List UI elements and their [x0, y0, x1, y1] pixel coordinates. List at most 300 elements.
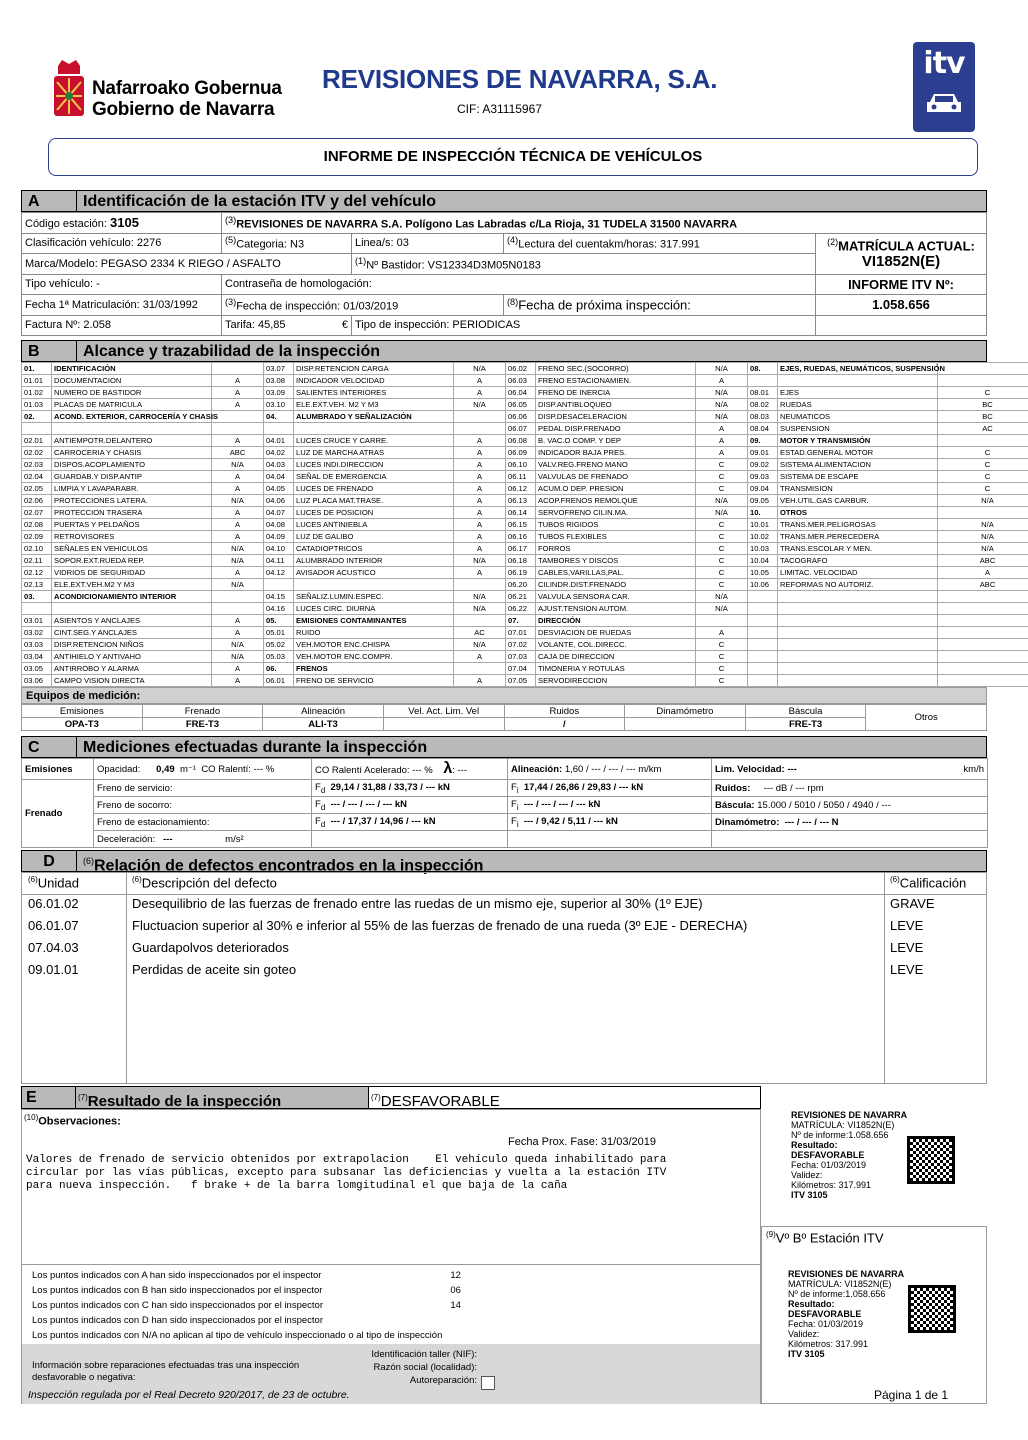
scope-item: ACONDICIONAMIENTO INTERIOR: [52, 591, 212, 603]
scope-code: [22, 423, 52, 435]
scope-code: 02.07: [22, 507, 52, 519]
scope-code: 02.02: [22, 447, 52, 459]
speed-limit-unit: km/h: [963, 763, 984, 775]
scope-code: 06.16: [506, 531, 536, 543]
stamp-line: Nº de informe:1.058.656: [788, 1289, 886, 1299]
scope-row: [22, 675, 1028, 687]
service-brake-fi: 17,44 / 26,86 / 29,83 / --- kN: [523, 781, 644, 793]
scope-row: [22, 411, 1028, 423]
scope-code: 10.06: [748, 579, 778, 591]
section-e: [21, 1086, 987, 1386]
scope-item: PROTECCION TRASERA: [52, 507, 212, 519]
scope-code: 08.: [748, 363, 778, 375]
scope-result: N/A: [696, 411, 748, 423]
scope-result: N/A: [938, 519, 1028, 531]
noise-label: Ruidos:: [715, 782, 751, 794]
scope-code: 06.11: [506, 471, 536, 483]
scope-code: 09.05: [748, 495, 778, 507]
scope-item: FRENO ESTACIONAMIEN.: [536, 375, 696, 387]
next-phase-date: Fecha Prox. Fase: 31/03/2019: [508, 1136, 656, 1148]
section-letter: C: [22, 737, 77, 757]
scope-result: A: [696, 627, 748, 639]
alignment-value: 1,60 / --- / --- / --- m/km: [564, 763, 662, 775]
scope-code: 03.09: [264, 387, 294, 399]
defect-calif: GRAVE: [890, 896, 935, 911]
section-b: [21, 340, 996, 731]
scope-item: ANTIHIELO Y ANTIVAHO: [52, 651, 212, 663]
scope-code: 08.01: [748, 387, 778, 399]
scope-result: [454, 579, 506, 591]
scope-code: 04.01: [264, 435, 294, 447]
section-d: [21, 850, 987, 1084]
scope-item: INDICADOR BAJA PRES.: [536, 447, 696, 459]
scope-result: A: [212, 483, 264, 495]
scope-result: A: [454, 459, 506, 471]
scope-code: 02.09: [22, 531, 52, 543]
section-d-header: [21, 850, 987, 875]
stamp-line: Resultado: DESFAVORABLE: [791, 1140, 865, 1160]
scope-result: [938, 675, 1028, 687]
scope-code: 04.10: [264, 543, 294, 555]
page-number: Página 1 de 1: [874, 1388, 949, 1402]
braking-label: Frenado: [22, 780, 94, 848]
scope-code: [748, 675, 778, 687]
scope-result: [938, 639, 1028, 651]
parking-brake-label: Freno de estacionamiento:: [94, 814, 312, 831]
col-rating: Calificación: [899, 875, 967, 891]
fd-label: F: [315, 798, 321, 810]
scope-code: 06.21: [506, 591, 536, 603]
workshop-nif-label: Identificación taller (NIF):: [371, 1349, 477, 1360]
scope-item: LUZ DE GALIBO: [294, 531, 454, 543]
scope-item: LUZ DE MARCHA ATRAS: [294, 447, 454, 459]
scope-item: DISP.DESACELERACION: [536, 411, 696, 423]
scope-code: 02.: [22, 411, 52, 423]
scope-code: [748, 603, 778, 615]
scope-code: 05.03: [264, 651, 294, 663]
equipment-value: [383, 718, 504, 731]
scope-result: C: [696, 459, 748, 471]
scope-item: DISPOS.ACOPLAMIENTO: [52, 459, 212, 471]
noise-value: --- dB / --- rpm: [763, 782, 824, 794]
scope-row: [22, 651, 1028, 663]
defect-row: [22, 938, 988, 960]
stamp-line: ITV 3105: [791, 1190, 828, 1200]
scope-item: TUBOS RIGIDOS: [536, 519, 696, 531]
scope-result: C: [938, 447, 1028, 459]
scope-item: VIDRIOS DE SEGURIDAD: [52, 567, 212, 579]
fi-label: F: [511, 781, 517, 793]
defects-table: [22, 873, 988, 982]
scope-result: N/A: [212, 639, 264, 651]
scope-item: PROTECCIONES LATERA.: [52, 495, 212, 507]
scope-result: N/A: [696, 495, 748, 507]
scope-code: 06.: [264, 663, 294, 675]
section-b-header: [21, 340, 987, 362]
scope-code: 06.07: [506, 423, 536, 435]
fi-subscript: i: [516, 802, 519, 812]
scope-result: A: [212, 507, 264, 519]
self-repair-checkbox[interactable]: [481, 1376, 495, 1390]
equipment-header: Alineación: [263, 705, 384, 718]
defect-unidad: 07.04.03: [28, 940, 79, 955]
scope-code: 03.03: [22, 639, 52, 651]
defect-row: [22, 916, 988, 938]
scope-item: CAMPO VISION DIRECTA: [52, 675, 212, 687]
inspected-points-row: [28, 1268, 465, 1283]
service-brake-fd: 29,14 / 31,88 / 33,73 / --- kN: [330, 781, 450, 793]
scope-result: C: [696, 579, 748, 591]
scope-result: C: [696, 543, 748, 555]
opacity-unit: m⁻¹: [179, 763, 197, 775]
scope-row: [22, 507, 1028, 519]
scope-result: C: [696, 675, 748, 687]
footnote-ref: (7): [371, 1093, 381, 1102]
scope-result: A: [212, 375, 264, 387]
scope-code: 08.04: [748, 423, 778, 435]
scope-item: VALV.REG.FRENO MANO: [536, 459, 696, 471]
fi-subscript: i: [516, 819, 519, 829]
scope-result: [212, 411, 264, 423]
scope-result: AC: [938, 423, 1028, 435]
speed-limit-value: ---: [787, 763, 797, 775]
inspected-points-inspector: 14: [450, 1300, 461, 1311]
speed-limit-label: Lim. Velocidad:: [715, 763, 785, 775]
scope-code: 05.: [264, 615, 294, 627]
fi-label: F: [511, 815, 517, 827]
footnote-ref: (1): [355, 255, 367, 266]
equipment-value: ALI-T3: [263, 718, 384, 731]
opacity-label: Opacidad:: [97, 763, 141, 775]
scope-item: DESVIACION DE RUEDAS: [536, 627, 696, 639]
scope-row: [22, 555, 1028, 567]
scope-row: [22, 579, 1028, 591]
section-title: Relación de defectos encontrados en la inspección: [94, 857, 484, 875]
inspection-result: DESFAVORABLE: [380, 1093, 500, 1110]
scope-result: BC: [938, 411, 1028, 423]
scope-result: A: [212, 675, 264, 687]
scope-result: [454, 423, 506, 435]
scope-row: [22, 375, 1028, 387]
homologation-password: Contraseña de homologación:: [222, 274, 816, 295]
dynamometer-value: --- / --- / --- N: [784, 816, 839, 828]
scope-item: SUSPENSION: [778, 423, 938, 435]
scope-code: 04.08: [264, 519, 294, 531]
scope-code: 02.01: [22, 435, 52, 447]
company-cif: CIF: A31115967: [457, 102, 542, 116]
scope-item: SEÑALIZ.LUMIN.ESPEC.: [294, 591, 454, 603]
section-c-header: [21, 736, 987, 758]
scope-code: 01.03: [22, 399, 52, 411]
scope-item: SERVOFRENO CILIN.MA.: [536, 507, 696, 519]
col-description: Descripción del defecto: [141, 875, 277, 891]
scope-item: CAJA DE DIRECCION: [536, 651, 696, 663]
inspection-lines: Linea/s: 03: [352, 233, 504, 254]
scope-result: [938, 507, 1028, 519]
footnote-ref: (6): [890, 875, 900, 884]
scope-result: N/A: [454, 363, 506, 375]
scope-result: C: [938, 387, 1028, 399]
scope-code: 03.02: [22, 627, 52, 639]
scope-item: DISP.RETENCION CARGA: [294, 363, 454, 375]
scope-result: A: [212, 399, 264, 411]
service-brake-label: Freno de servicio:: [94, 780, 312, 797]
scope-result: A: [212, 471, 264, 483]
scope-code: 06.10: [506, 459, 536, 471]
defect-calif: LEVE: [890, 918, 924, 933]
scope-item: [778, 651, 938, 663]
scope-result: C: [696, 471, 748, 483]
scope-result: N/A: [696, 507, 748, 519]
stamp-line: Validez:: [788, 1329, 820, 1339]
scope-result: A: [454, 507, 506, 519]
scope-code: 09.04: [748, 483, 778, 495]
station-approval-label: Vº Bº Estación ITV: [775, 1230, 884, 1246]
footnote-ref: (5): [225, 235, 237, 246]
government-name-basque: Nafarroako Gobernua: [92, 78, 282, 99]
scope-result: [938, 651, 1028, 663]
scope-item: LUCES INDI.DIRECCION: [294, 459, 454, 471]
scope-code: 04.15: [264, 591, 294, 603]
scope-result: [212, 591, 264, 603]
stamp-line: ITV 3105: [788, 1349, 825, 1359]
scope-item: ACOND. EXTERIOR, CARROCERÍA Y CHASIS: [52, 411, 212, 423]
scope-code: [264, 423, 294, 435]
scope-item: SOPOR.EXT.RUEDA REP.: [52, 555, 212, 567]
inspected-points-row: [28, 1328, 465, 1343]
scope-item: ACUM.O DEP. PRESION: [536, 483, 696, 495]
scope-item: RUEDAS: [778, 399, 938, 411]
scope-result: C: [696, 483, 748, 495]
scope-code: 02.06: [22, 495, 52, 507]
scope-row: [22, 639, 1028, 651]
equipment-table: [21, 704, 987, 731]
scope-item: EJES: [778, 387, 938, 399]
scope-code: 09.01: [748, 447, 778, 459]
scope-item: SEÑAL DE EMERGENCIA: [294, 471, 454, 483]
scope-item: FRENOS: [294, 663, 454, 675]
scope-item: [778, 675, 938, 687]
inspected-points-inspector: [446, 1328, 465, 1343]
defect-desc: Guardapolvos deteriorados: [132, 940, 289, 955]
scope-row: [22, 435, 1028, 447]
scope-item: [778, 591, 938, 603]
scope-result: A: [454, 435, 506, 447]
scope-result: C: [696, 651, 748, 663]
section-letter: E: [21, 1086, 76, 1109]
scope-result: A: [454, 651, 506, 663]
scope-item: TIMONERIA Y ROTULAS: [536, 663, 696, 675]
footnote-ref: (6): [83, 856, 94, 866]
scope-result: A: [212, 531, 264, 543]
vehicle-classification: Clasificación vehículo: 2276: [22, 233, 222, 254]
vehicle-identification-table: [21, 212, 987, 336]
section-title: Resultado de la inspección: [87, 1093, 282, 1110]
scope-item: ALUMBRADO Y SEÑALIZACIÓN: [294, 411, 454, 423]
document-title: INFORME DE INSPECCIÓN TÉCNICA DE VEHÍCULOS: [48, 138, 978, 176]
deceleration-unit: m/s²: [225, 833, 244, 845]
scope-code: 04.12: [264, 567, 294, 579]
scope-item: [294, 579, 454, 591]
scope-item: TUBOS FLEXIBLES: [536, 531, 696, 543]
scope-item: NEUMATICOS: [778, 411, 938, 423]
scope-result: N/A: [454, 639, 506, 651]
scope-code: 02.08: [22, 519, 52, 531]
observations-label: Observaciones:: [38, 1115, 121, 1128]
government-name: [92, 78, 282, 120]
scope-code: 09.: [748, 435, 778, 447]
scope-item: FRENO DE INERCIA: [536, 387, 696, 399]
scope-result: AC: [454, 627, 506, 639]
fi-subscript: i: [516, 785, 519, 795]
self-repair-label: Autoreparación:: [409, 1375, 477, 1386]
defect-calif: LEVE: [890, 962, 924, 977]
scope-item: INDICADOR VELOCIDAD: [294, 375, 454, 387]
scope-code: 01.02: [22, 387, 52, 399]
equipment-header: Otros: [866, 705, 987, 731]
scope-code: 06.17: [506, 543, 536, 555]
footnote-ref: (7): [78, 1093, 88, 1102]
stamp-line: Nº de informe:1.058.656: [791, 1130, 889, 1140]
scope-code: 06.03: [506, 375, 536, 387]
scope-code: 07.03: [506, 651, 536, 663]
defect-calif: LEVE: [890, 940, 924, 955]
scope-result: N/A: [938, 543, 1028, 555]
scope-item: LUCES DE FRENADO: [294, 483, 454, 495]
scope-result: [938, 435, 1028, 447]
scope-code: 10.01: [748, 519, 778, 531]
scope-result: N/A: [938, 531, 1028, 543]
car-icon: [924, 90, 964, 116]
scope-item: MOTOR Y TRANSMISIÓN: [778, 435, 938, 447]
scope-code: 04.03: [264, 459, 294, 471]
scope-result: N/A: [454, 591, 506, 603]
scope-code: 02.10: [22, 543, 52, 555]
scope-result: C: [938, 459, 1028, 471]
defect-row: [22, 960, 988, 982]
scope-item: VALVULAS DE FRENADO: [536, 471, 696, 483]
dynamometer-label: Dinamómetro:: [715, 816, 780, 828]
scope-result: N/A: [212, 555, 264, 567]
scope-code: 03.01: [22, 615, 52, 627]
scope-item: PEDAL DISP.FRENADO: [536, 423, 696, 435]
scope-result: A: [454, 375, 506, 387]
scope-result: A: [454, 495, 506, 507]
inspection-date: Fecha de inspección: 01/03/2019: [236, 300, 399, 313]
scope-result: A: [212, 567, 264, 579]
scope-result: C: [696, 519, 748, 531]
scope-code: [748, 591, 778, 603]
scope-result: A: [938, 567, 1028, 579]
scope-code: 04.11: [264, 555, 294, 567]
scope-item: AJUST.TENSION AUTOM.: [536, 603, 696, 615]
observations-text: Valores de frenado de servicio obtenidos por extrapolacion El vehículo queda inhabilitado para circular por las vías públicas, excepto para subsanar las deficiencias y vuelta a la estación ITV para nueva inspección. f brake + de la barra lomgitudinal el que baja de la caña: [26, 1154, 667, 1192]
section-a: [21, 190, 987, 336]
scope-result: A: [454, 387, 506, 399]
defect-row: [22, 894, 988, 916]
scope-code: 07.02: [506, 639, 536, 651]
scope-code: 10.04: [748, 555, 778, 567]
scope-item: SALIENTES INTERIORES: [294, 387, 454, 399]
result-stamp: [791, 1110, 911, 1200]
equipment-value: FRE-T3: [745, 718, 866, 731]
result-stamp-top: [789, 1106, 979, 1221]
scope-row: [22, 543, 1028, 555]
scope-row: [22, 663, 1028, 675]
report-number-label: INFORME ITV Nº:: [816, 274, 987, 295]
scope-row: [22, 363, 1028, 375]
station-code-label: Código estación:: [25, 218, 107, 231]
scope-result: [938, 615, 1028, 627]
fd-label: F: [315, 815, 321, 827]
scope-row: [22, 423, 1028, 435]
scope-result: C: [938, 483, 1028, 495]
section-title: Mediciones efectuadas durante la inspección: [83, 739, 428, 756]
scope-code: 10.05: [748, 567, 778, 579]
scope-item: SISTEMA ALIMENTACION: [778, 459, 938, 471]
scope-result: N/A: [696, 399, 748, 411]
scope-row: [22, 387, 1028, 399]
footnote-ref: (10): [24, 1113, 39, 1122]
inspected-points-text: Los puntos indicados con N/A no aplican al tipo de vehículo inspeccionado o al tipo de inspección: [32, 1330, 443, 1341]
scope-item: SISTEMA DE ESCAPE: [778, 471, 938, 483]
section-a-header: [21, 190, 987, 212]
equipment-header: Emisiones: [22, 705, 143, 718]
scope-row: [22, 603, 1028, 615]
scope-result: N/A: [938, 495, 1028, 507]
footnote-ref: (2): [827, 236, 839, 247]
stamp-line: Validez:: [791, 1170, 823, 1180]
scope-item: [52, 603, 212, 615]
scope-code: [264, 579, 294, 591]
scope-result: A: [212, 627, 264, 639]
scope-code: 10.02: [748, 531, 778, 543]
scope-item: [778, 603, 938, 615]
scope-code: 02.13: [22, 579, 52, 591]
footnote-ref: (9): [766, 1230, 776, 1239]
scope-code: [22, 603, 52, 615]
scope-item: VALVULA SENSORA CAR.: [536, 591, 696, 603]
scope-result: N/A: [212, 495, 264, 507]
scope-result: N/A: [454, 399, 506, 411]
stamp-line: Fecha: 01/03/2019: [788, 1319, 864, 1329]
defect-desc: Fluctuacion superior al 30% e inferior al 55% de las fuerzas de frenado de una rueda (3º EJE - DERECHA): [132, 918, 748, 933]
footnote-ref: (4): [507, 235, 519, 246]
scope-item: PUERTAS Y PELDAÑOS: [52, 519, 212, 531]
fd-subscript: d: [320, 802, 326, 812]
company-name-label: Razón social (localidad):: [373, 1362, 477, 1373]
scope-item: IDENTIFICACIÓN: [52, 363, 212, 375]
emergency-brake-fd: --- / --- / --- / --- kN: [330, 798, 408, 810]
measurements-table: [21, 758, 988, 848]
scope-code: 03.05: [22, 663, 52, 675]
scope-result: [938, 603, 1028, 615]
scope-code: 02.05: [22, 483, 52, 495]
scope-code: 06.20: [506, 579, 536, 591]
scope-item: GUARDAB.Y DISP.ANTIP: [52, 471, 212, 483]
scope-result: N/A: [212, 459, 264, 471]
equipment-value: FRE-T3: [142, 718, 263, 731]
scope-code: 04.06: [264, 495, 294, 507]
stamp-line: REVISIONES DE NAVARRA: [791, 1110, 908, 1120]
stamp-line: MATRÍCULA: VI1852N(E): [791, 1120, 895, 1130]
scope-item: SEÑALES EN VEHICULOS: [52, 543, 212, 555]
inspected-points-text: Los puntos indicados con D han sido inspeccionados por el inspector: [32, 1315, 323, 1326]
first-registration-date: Fecha 1ª Matriculación: 31/03/1992: [22, 295, 222, 316]
stamp-line: REVISIONES DE NAVARRA: [788, 1269, 905, 1279]
scope-code: 06.04: [506, 387, 536, 399]
scope-result: A: [454, 519, 506, 531]
